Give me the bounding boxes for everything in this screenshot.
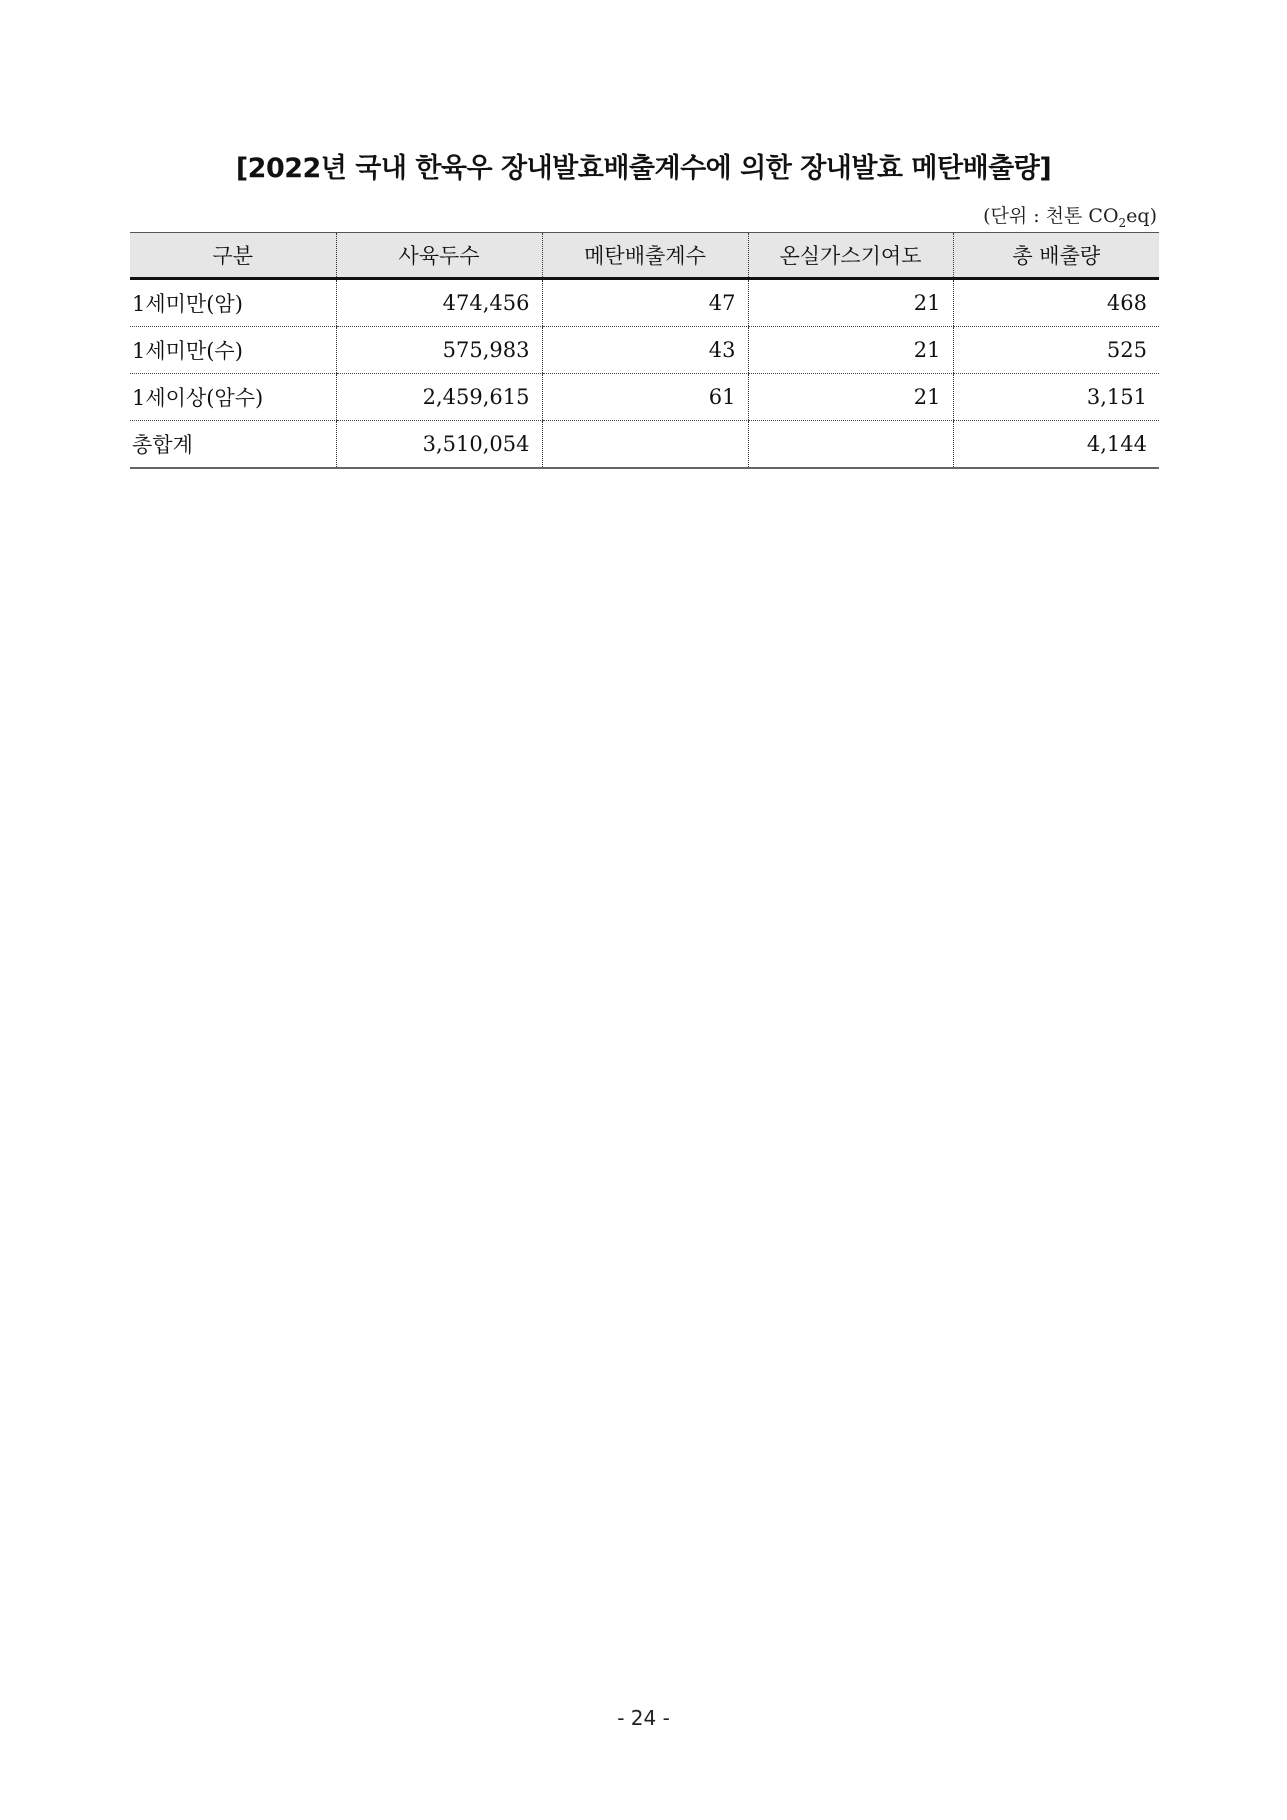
cell-total-emission: 525 [953, 327, 1159, 374]
cell-head-count: 2,459,615 [336, 374, 542, 421]
unit-suffix: eq) [1126, 205, 1157, 227]
header-methane-factor: 메탄배출계수 [542, 233, 748, 279]
unit-prefix: (단위 : 천톤 CO [983, 205, 1119, 227]
header-head-count: 사육두수 [336, 233, 542, 279]
cell-category: 1세미만(수) [130, 327, 336, 374]
cell-methane-factor: 47 [542, 279, 748, 327]
page-number: - 24 - [617, 1706, 670, 1730]
cell-head-count: 3,510,054 [336, 421, 542, 469]
header-category: 구분 [130, 233, 336, 279]
cell-methane-factor [542, 421, 748, 469]
cell-total-emission: 468 [953, 279, 1159, 327]
unit-note [983, 201, 1157, 230]
header-row [130, 233, 1159, 279]
header-ghg-contribution: 온실가스기여도 [748, 233, 953, 279]
cell-ghg-contribution [748, 421, 953, 469]
table-title: [2022년 국내 한육우 장내발효배출계수에 의한 장내발효 메탄배출량] [235, 153, 1052, 184]
cell-head-count: 474,456 [336, 279, 542, 327]
cell-category: 총합계 [130, 421, 336, 469]
cell-ghg-contribution: 21 [748, 374, 953, 421]
total-row [130, 421, 1159, 469]
cell-methane-factor: 43 [542, 327, 748, 374]
cell-ghg-contribution: 21 [748, 279, 953, 327]
emissions-table [130, 232, 1159, 469]
unit-subscript: 2 [1118, 215, 1127, 230]
cell-total-emission: 3,151 [953, 374, 1159, 421]
table-row [130, 279, 1159, 327]
cell-category: 1세이상(암수) [130, 374, 336, 421]
cell-ghg-contribution: 21 [748, 327, 953, 374]
table-row [130, 374, 1159, 421]
cell-head-count: 575,983 [336, 327, 542, 374]
cell-total-emission: 4,144 [953, 421, 1159, 469]
cell-category: 1세미만(암) [130, 279, 336, 327]
header-total-emission: 총 배출량 [953, 233, 1159, 279]
table-row [130, 327, 1159, 374]
cell-methane-factor: 61 [542, 374, 748, 421]
